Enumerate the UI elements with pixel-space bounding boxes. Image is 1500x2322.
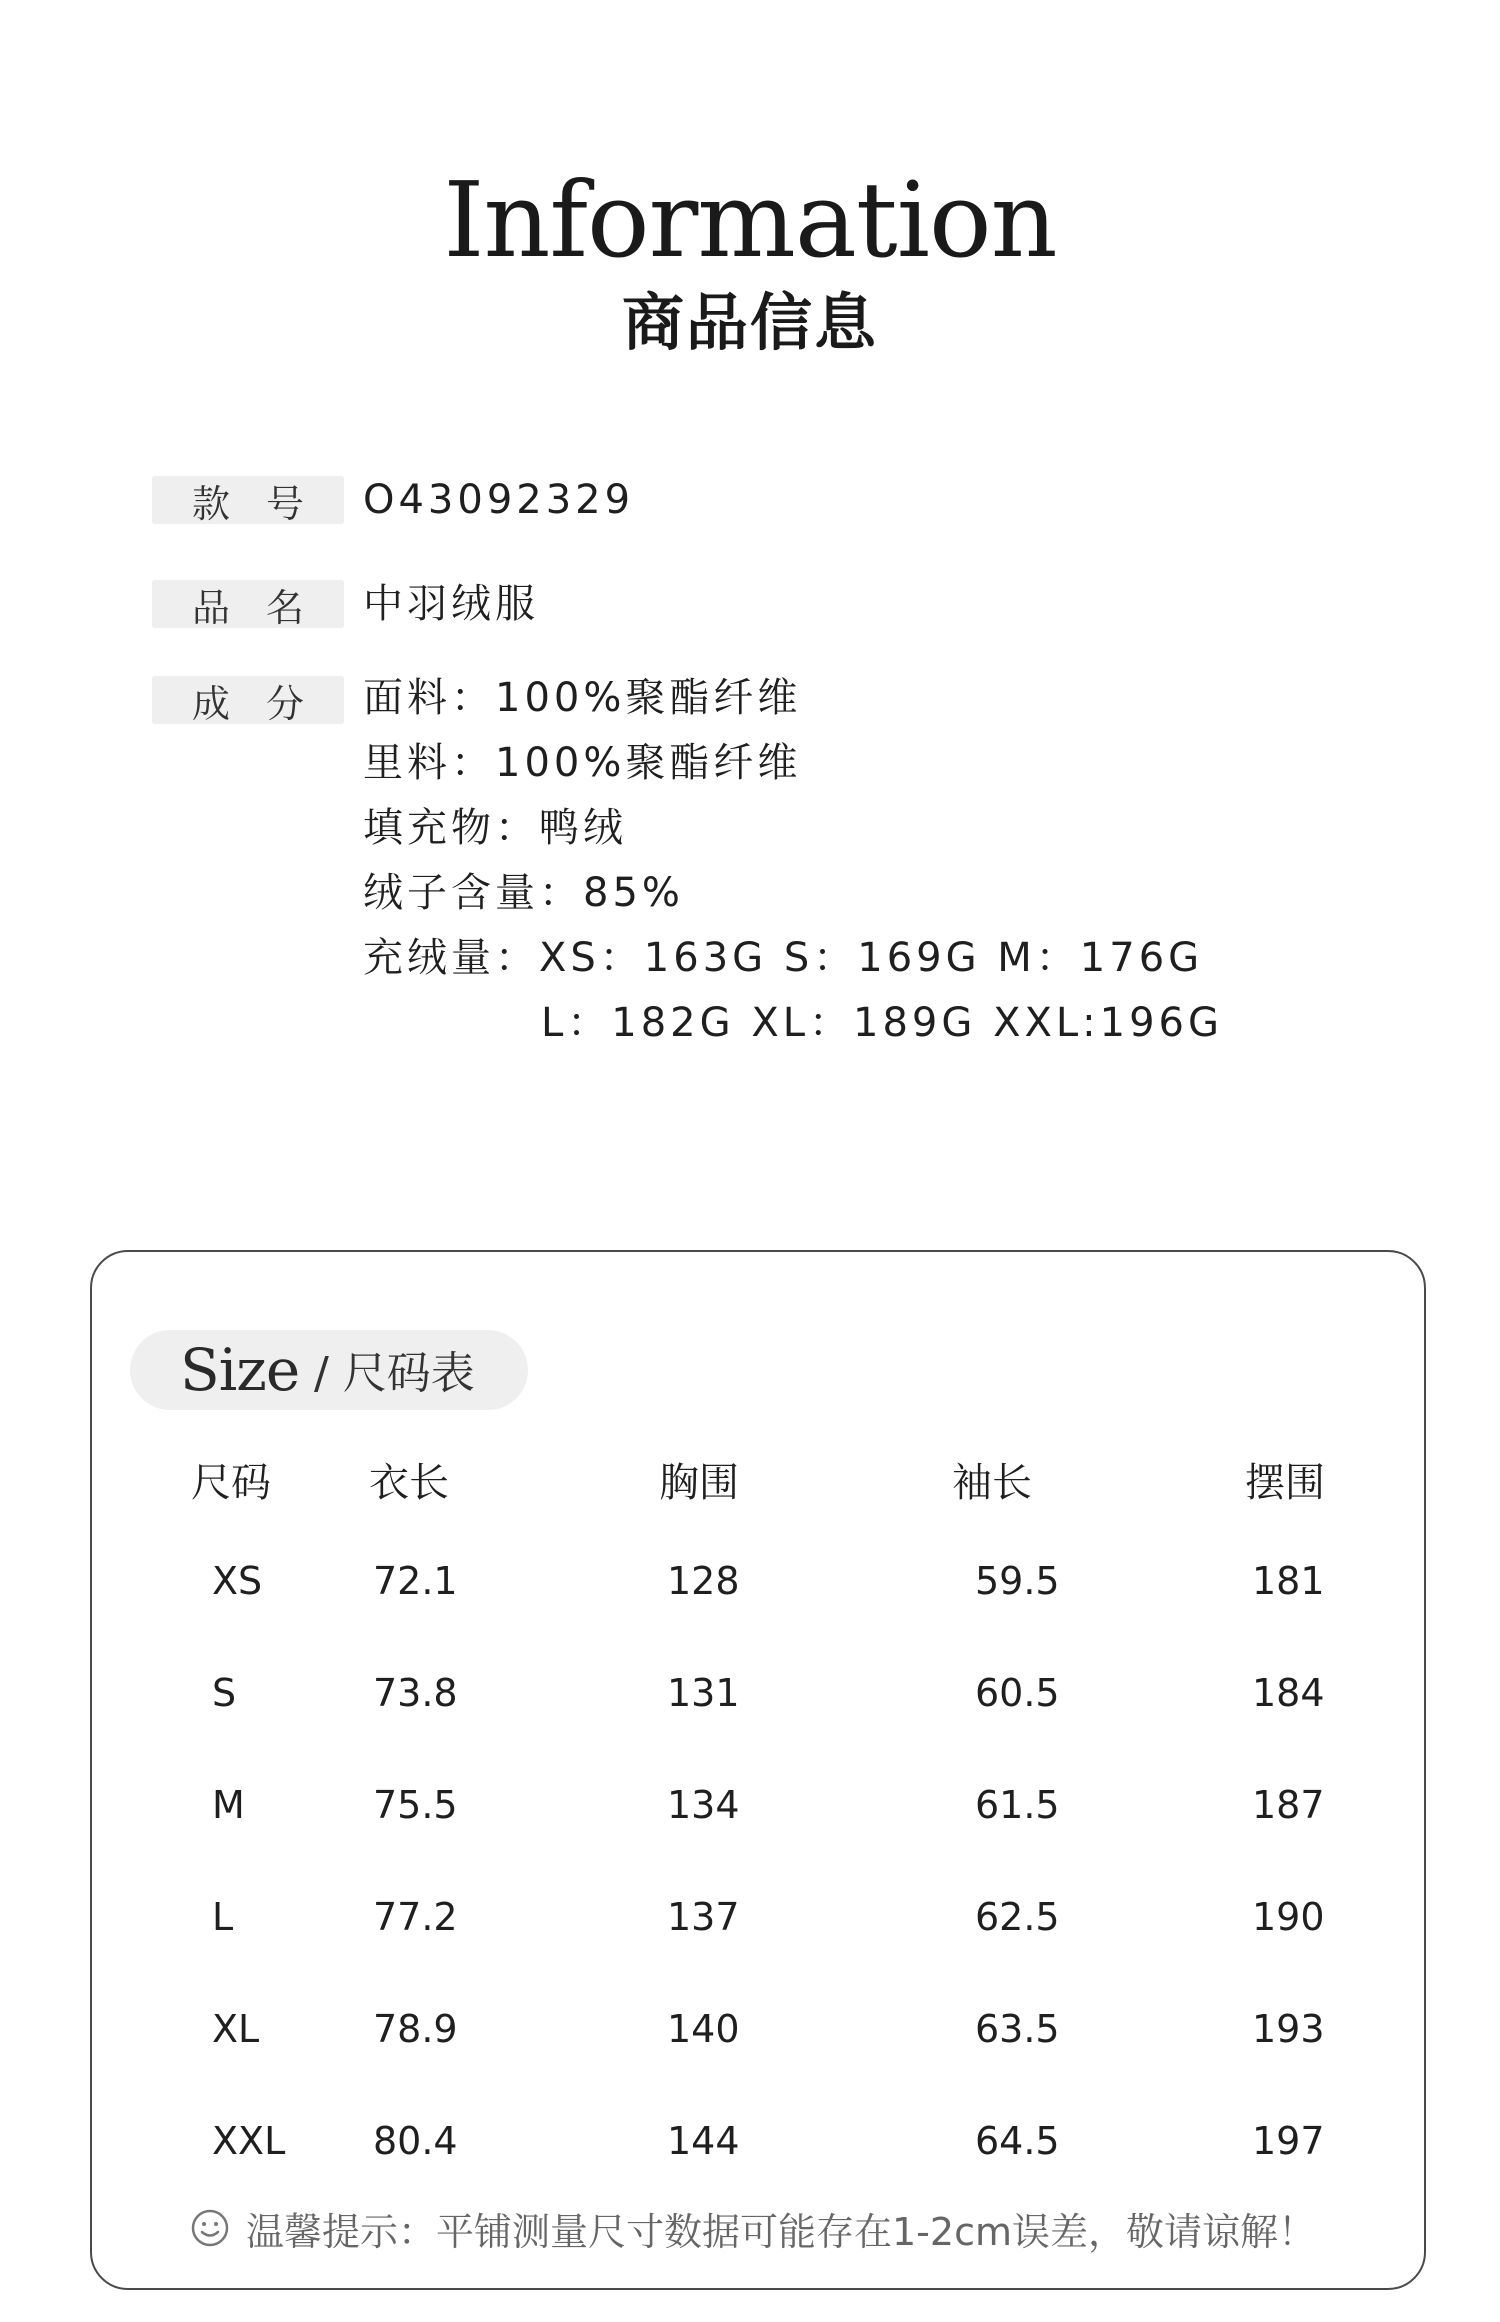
size-title-cn: / 尺码表	[314, 1348, 475, 1399]
hem-cell: 193	[1252, 2007, 1325, 2051]
product-name-label	[152, 580, 344, 628]
size-title-en: Size	[180, 1336, 300, 1404]
table-row	[90, 1553, 1426, 1665]
chest-cell: 140	[667, 2007, 740, 2051]
product-name-value: 中羽绒服	[363, 581, 539, 627]
hem-cell: 190	[1252, 1895, 1325, 1939]
size-cell: XL	[212, 2007, 260, 2051]
length-cell: 73.8	[373, 1671, 458, 1715]
sleeve-cell: 62.5	[975, 1895, 1060, 1939]
length-cell: 77.2	[373, 1895, 458, 1939]
style-no-value: O43092329	[363, 477, 635, 523]
chest-cell: 137	[667, 1895, 740, 1939]
sleeve-cell: 61.5	[975, 1783, 1060, 1827]
table-row	[90, 2001, 1426, 2113]
composition-label-char-1: 成	[192, 681, 231, 726]
size-cell: L	[212, 1895, 234, 1939]
sleeve-cell: 64.5	[975, 2119, 1060, 2163]
sleeve-cell: 60.5	[975, 1671, 1060, 1715]
composition-label-char-2: 分	[265, 681, 304, 726]
length-cell: 75.5	[373, 1783, 458, 1827]
table-row	[90, 1665, 1426, 1777]
chest-cell: 131	[667, 1671, 740, 1715]
composition-line: 绒子含量：85%	[363, 870, 684, 916]
sleeve-cell: 63.5	[975, 2007, 1060, 2051]
hem-cell: 197	[1252, 2119, 1325, 2163]
composition-line: 填充物：鸭绒	[363, 805, 627, 851]
hem-cell: 181	[1252, 1559, 1325, 1603]
size-cell: XXL	[212, 2119, 286, 2163]
size-table	[90, 1455, 1426, 2225]
chest-cell: 128	[667, 1559, 740, 1603]
hem-cell: 184	[1252, 1671, 1325, 1715]
page-title-cn: 商品信息	[621, 286, 878, 359]
composition-line: L：182G XL：189G XXL:196G	[541, 1000, 1223, 1046]
chest-cell: 144	[667, 2119, 740, 2163]
chest-cell: 134	[667, 1783, 740, 1827]
sleeve-cell: 59.5	[975, 1559, 1060, 1603]
composition-line: 面料：100%聚酯纤维	[363, 675, 802, 721]
header-cell: 袖长	[952, 1460, 1032, 1506]
composition-line: 充绒量：XS：163G S：169G M：176G	[363, 935, 1204, 981]
length-cell: 78.9	[373, 2007, 458, 2051]
length-cell: 72.1	[373, 1559, 458, 1603]
measurement-tip-text: 温馨提示：平铺测量尺寸数据可能存在1-2cm误差，敬请谅解！	[246, 2209, 1316, 2254]
composition-list	[363, 666, 1223, 1056]
style-no-label	[152, 476, 344, 524]
header-cell: 尺码	[191, 1460, 271, 1506]
table-row	[90, 1889, 1426, 2001]
length-cell: 80.4	[373, 2119, 458, 2163]
header-cell: 摆围	[1245, 1460, 1325, 1506]
header-cell: 衣长	[369, 1460, 449, 1506]
size-cell: S	[212, 1671, 237, 1715]
smile-icon	[190, 2208, 230, 2248]
composition-line: 里料：100%聚酯纤维	[363, 740, 802, 786]
size-cell: M	[212, 1783, 245, 1827]
composition-label	[152, 676, 344, 724]
hem-cell: 187	[1252, 1783, 1325, 1827]
style-no-label-char-1: 款	[192, 481, 231, 526]
style-no-label-char-2: 号	[265, 481, 304, 526]
size-cell: XS	[212, 1559, 263, 1603]
product-name-label-char-2: 名	[265, 585, 304, 630]
measurement-tip	[190, 2200, 1316, 2256]
header-cell: 胸围	[659, 1460, 739, 1506]
size-table-header	[90, 1455, 1426, 1553]
page-title-en: Information	[443, 159, 1057, 281]
table-row	[90, 1777, 1426, 1889]
product-name-label-char-1: 品	[192, 585, 231, 630]
